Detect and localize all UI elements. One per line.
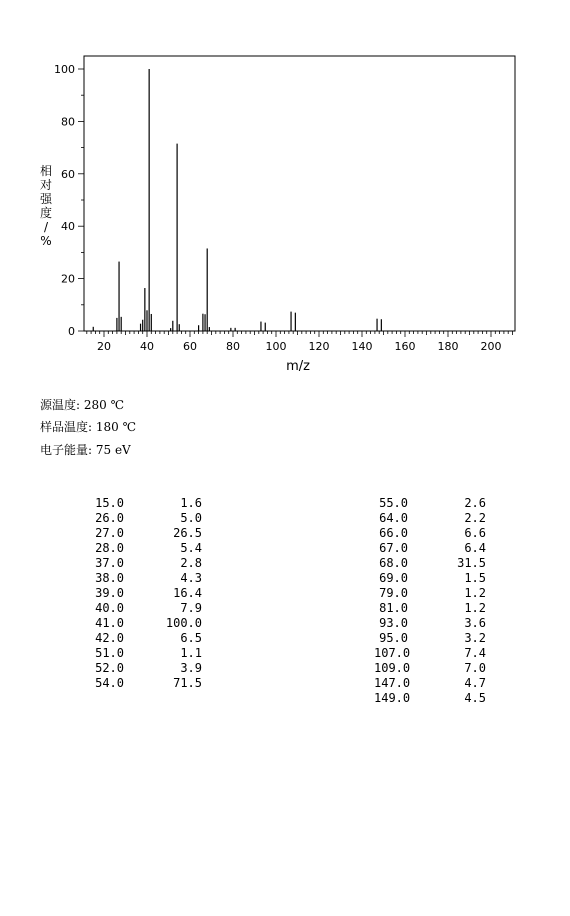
x-tick-label: 20	[97, 340, 111, 353]
peak-mz: 39.0	[95, 586, 124, 600]
condition-source-temp	[40, 396, 124, 413]
condition-electron-energy	[40, 441, 131, 458]
peak-abundance: 3.6	[464, 616, 486, 630]
peak-mz: 67.0	[379, 541, 408, 555]
x-tick-label: 140	[351, 340, 373, 353]
x-axis-label: m/z	[286, 359, 310, 374]
peak-abundance: 6.4	[464, 541, 486, 555]
axis-ticks-layer	[54, 63, 513, 353]
x-tick-label: 100	[265, 340, 287, 353]
condition-label: 源温度:	[40, 398, 81, 412]
peak-mz: 15.0	[95, 496, 124, 510]
peak-abundance: 4.5	[464, 691, 486, 705]
peak-mz: 81.0	[379, 601, 408, 615]
peak-mz: 93.0	[379, 616, 408, 630]
x-tick-label: 80	[226, 340, 240, 353]
condition-label: 样品温度:	[40, 420, 93, 434]
peaks-layer	[93, 69, 381, 331]
x-tick-label: 180	[437, 340, 459, 353]
x-tick-label: 60	[183, 340, 197, 353]
x-tick-label: 120	[308, 340, 330, 353]
peak-mz: 38.0	[95, 571, 124, 585]
peak-abundance: 71.5	[173, 676, 202, 690]
peak-mz: 26.0	[95, 511, 124, 525]
peak-abundance: 1.2	[464, 586, 486, 600]
x-tick-label: 200	[480, 340, 502, 353]
condition-value: 280 ℃	[83, 398, 125, 412]
y-tick-label: 100	[54, 63, 75, 76]
peak-mz: 79.0	[379, 586, 408, 600]
peak-abundance: 2.8	[180, 556, 202, 570]
peak-abundance: 3.2	[464, 631, 486, 645]
x-tick-label: 40	[140, 340, 154, 353]
peak-mz: 28.0	[95, 541, 124, 555]
y-axis-label: 相对强度/ %	[39, 164, 53, 248]
peak-mz: 95.0	[379, 631, 408, 645]
peak-abundance: 1.2	[464, 601, 486, 615]
peak-abundance: 100.0	[165, 616, 202, 630]
y-tick-label: 80	[61, 115, 75, 129]
peak-mz: 149.0	[374, 691, 411, 705]
condition-sample-temp	[40, 418, 136, 435]
peak-mz: 68.0	[379, 556, 408, 570]
peak-mz: 52.0	[95, 661, 124, 675]
peak-abundance: 5.0	[180, 511, 202, 525]
peak-abundance: 4.7	[464, 676, 486, 690]
peak-abundance: 1.6	[180, 496, 202, 510]
peak-mz: 40.0	[95, 601, 124, 615]
peak-abundance: 7.4	[464, 646, 486, 660]
condition-value: 180 ℃	[95, 420, 137, 434]
peak-mz: 147.0	[374, 676, 411, 690]
peak-mz: 42.0	[95, 631, 124, 645]
y-tick-label: 40	[61, 220, 75, 234]
y-tick-label: 20	[61, 272, 75, 286]
peak-abundance: 2.6	[464, 496, 486, 510]
peak-mz: 66.0	[379, 526, 408, 540]
peak-abundance: 2.2	[464, 511, 486, 525]
peak-abundance: 4.3	[180, 571, 202, 585]
peak-abundance: 6.5	[180, 631, 202, 645]
peak-mz: 41.0	[95, 616, 124, 630]
peak-abundance: 3.9	[180, 661, 202, 675]
peak-abundance: 7.0	[464, 661, 486, 675]
peak-abundance: 6.6	[464, 526, 486, 540]
peak-abundance: 26.5	[173, 526, 202, 540]
x-tick-label: 160	[394, 340, 416, 353]
peak-mz: 69.0	[379, 571, 408, 585]
y-tick-label: 0	[68, 325, 75, 338]
peak-mz: 109.0	[374, 661, 411, 675]
y-tick-label: 60	[61, 167, 75, 181]
peak-abundance: 31.5	[457, 556, 486, 570]
peak-mz: 51.0	[95, 646, 124, 660]
peak-mz: 55.0	[379, 496, 408, 510]
condition-label: 电子能量:	[40, 443, 93, 457]
peak-abundance: 1.5	[464, 571, 486, 585]
peak-abundance: 7.9	[180, 601, 202, 615]
peak-abundance: 5.4	[180, 541, 202, 555]
peak-mz: 107.0	[374, 646, 411, 660]
peak-mz: 54.0	[95, 676, 124, 690]
peak-mz: 64.0	[379, 511, 408, 525]
peak-abundance: 1.1	[180, 646, 202, 660]
peak-abundance: 16.4	[173, 586, 202, 600]
condition-value: 75 eV	[95, 443, 131, 457]
mass-spectrum-chart	[0, 0, 570, 380]
peak-mz: 37.0	[95, 556, 124, 570]
peak-mz: 27.0	[95, 526, 124, 540]
